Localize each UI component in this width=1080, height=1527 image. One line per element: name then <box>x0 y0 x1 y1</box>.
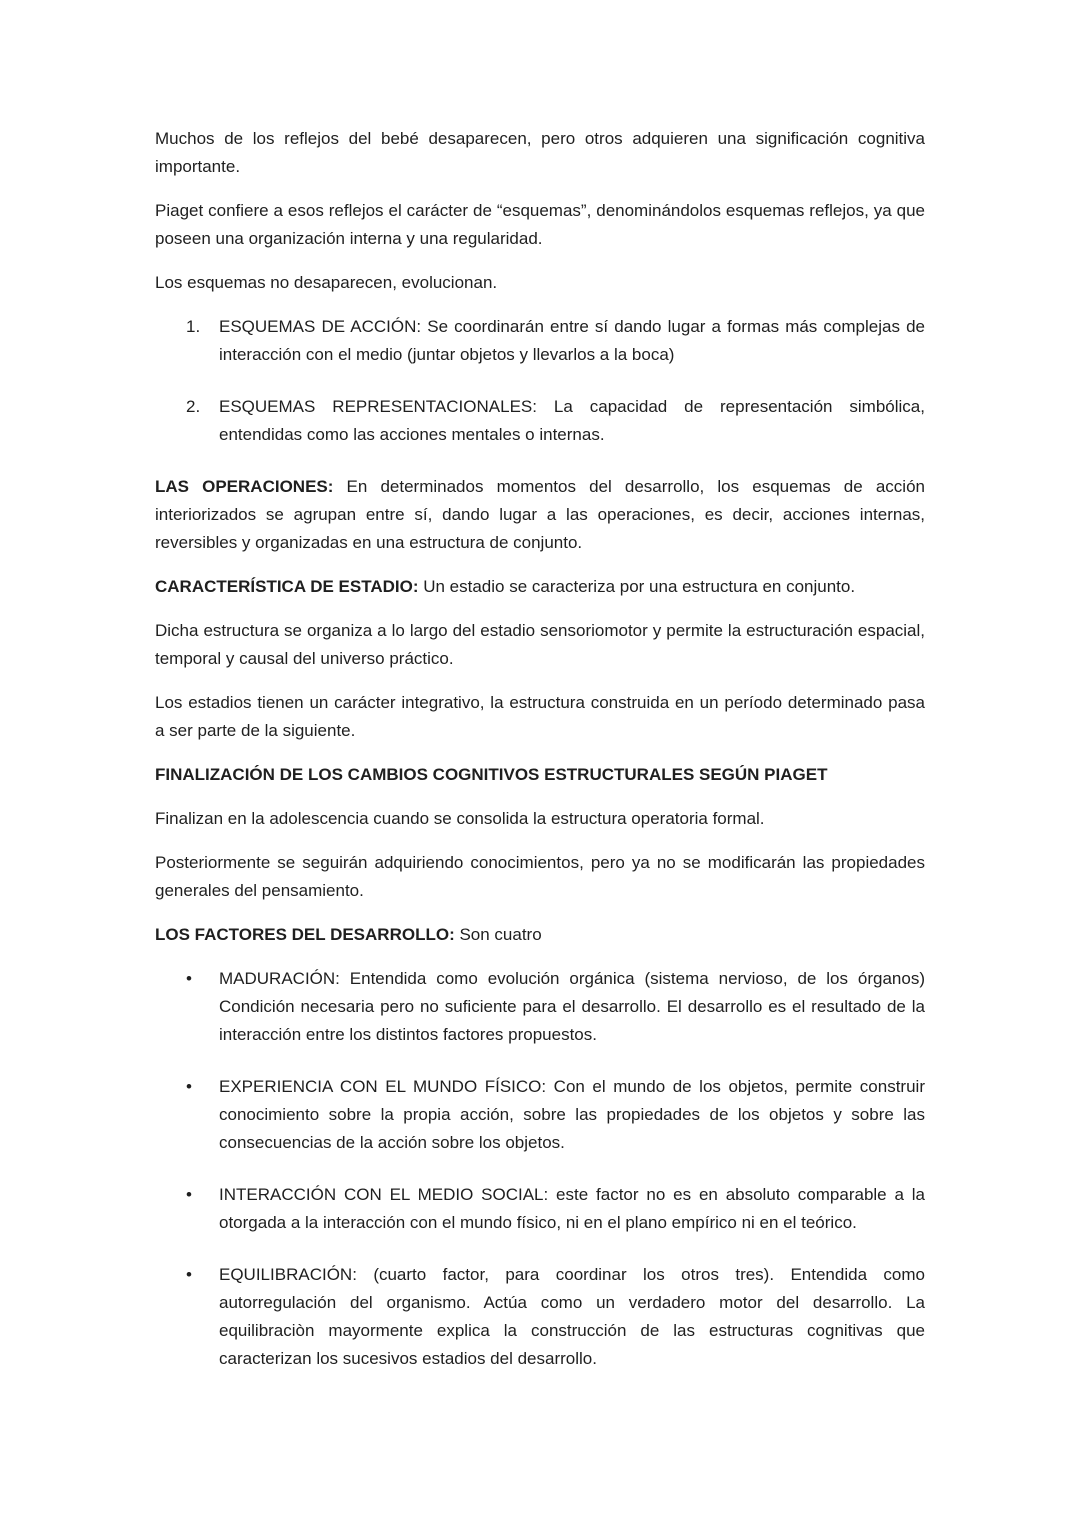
list-item-text: EXPERIENCIA CON EL MUNDO FÍSICO: Con el mundo de los objetos, permite construir conocimiento sobre la propia acción, sobre las propiedades de los objetos y sobre las consecuencias de la acción sobre los objetos. <box>219 1077 925 1152</box>
paragraph-caracteristica-estadio <box>155 573 925 601</box>
list-item-text: ESQUEMAS DE ACCIÓN: Se coordinarán entre sí dando lugar a formas más complejas de interacción con el medio (juntar objetos y llevarlos a la boca) <box>219 317 925 364</box>
bullet-list-item <box>186 1261 925 1373</box>
paragraph-text: Son cuatro <box>454 925 542 944</box>
bullet-list <box>155 965 925 1373</box>
list-number: 2. <box>186 397 201 416</box>
bullet-icon: • <box>186 1185 192 1204</box>
numbered-list-item <box>186 313 925 369</box>
section-heading-finalizacion: FINALIZACIÓN DE LOS CAMBIOS COGNITIVOS ESTRUCTURALES SEGÚN PIAGET <box>155 765 828 784</box>
numbered-list <box>155 313 925 449</box>
numbered-list-item <box>186 393 925 449</box>
bullet-icon: • <box>186 1077 192 1096</box>
bullet-list-item <box>186 1181 925 1237</box>
list-item-text: ESQUEMAS REPRESENTACIONALES: La capacidad de representación simbólica, entendidas como las acciones mentales o internas. <box>219 397 925 444</box>
list-item-text: MADURACIÓN: Entendida como evolución orgánica (sistema nervioso, de los órganos) Condición necesaria pero no suficiente para el desarrollo. El desarrollo es el resultado de la interacción entre los distintos factores propuestos. <box>219 969 925 1044</box>
paragraph: Dicha estructura se organiza a lo largo del estadio sensoriomotor y permite la estructuración espacial, temporal y causal del universo práctico. <box>155 621 925 668</box>
list-item-text: EQUILIBRACIÓN: (cuarto factor, para coordinar los otros tres). Entendida como autorregulación del organismo. Actúa como un verdadero motor del desarrollo. La equilibraciòn mayormente explica la construcción de las estructuras cognitivas que caracterizan los sucesivos estadios del desarrollo. <box>219 1265 925 1368</box>
bullet-icon: • <box>186 1265 192 1284</box>
paragraph-text: En determinados momentos del desarrollo, los esquemas de acción interiorizados se agrupan entre sí, dando lugar a las operaciones, es decir, acciones internas, reversibles y organizadas en una estructura de conjunto. <box>155 477 925 552</box>
paragraph-text: Un estadio se caracteriza por una estructura en conjunto. <box>418 577 856 596</box>
bullet-list-item <box>186 965 925 1049</box>
paragraph: Los esquemas no desaparecen, evolucionan. <box>155 273 498 292</box>
bullet-icon: • <box>186 969 192 988</box>
paragraph-lead: CARACTERÍSTICA DE ESTADIO: <box>155 577 419 596</box>
paragraph-lead: LAS OPERACIONES: <box>155 477 334 496</box>
paragraph-las-operaciones <box>155 473 925 557</box>
paragraph: Piaget confiere a esos reflejos el carácter de “esquemas”, denominándolos esquemas reflejos, ya que poseen una organización interna y una regularidad. <box>155 201 925 248</box>
paragraph-lead: LOS FACTORES DEL DESARROLLO: <box>155 925 455 944</box>
paragraph: Posteriormente se seguirán adquiriendo conocimientos, pero ya no se modificarán las propiedades generales del pensamiento. <box>155 853 925 900</box>
list-item-text: INTERACCIÓN CON EL MEDIO SOCIAL: este factor no es en absoluto comparable a la otorgada a la interacción con el mundo físico, ni en el plano empírico ni en el teórico. <box>219 1185 925 1232</box>
bullet-list-item <box>186 1073 925 1157</box>
paragraph: Finalizan en la adolescencia cuando se consolida la estructura operatoria formal. <box>155 809 765 828</box>
list-number: 1. <box>186 317 201 336</box>
paragraph-los-factores <box>155 921 925 949</box>
paragraph: Los estadios tienen un carácter integrativo, la estructura construida en un período determinado pasa a ser parte de la siguiente. <box>155 693 925 740</box>
paragraph: Muchos de los reflejos del bebé desaparecen, pero otros adquieren una significación cognitiva importante. <box>155 129 925 176</box>
